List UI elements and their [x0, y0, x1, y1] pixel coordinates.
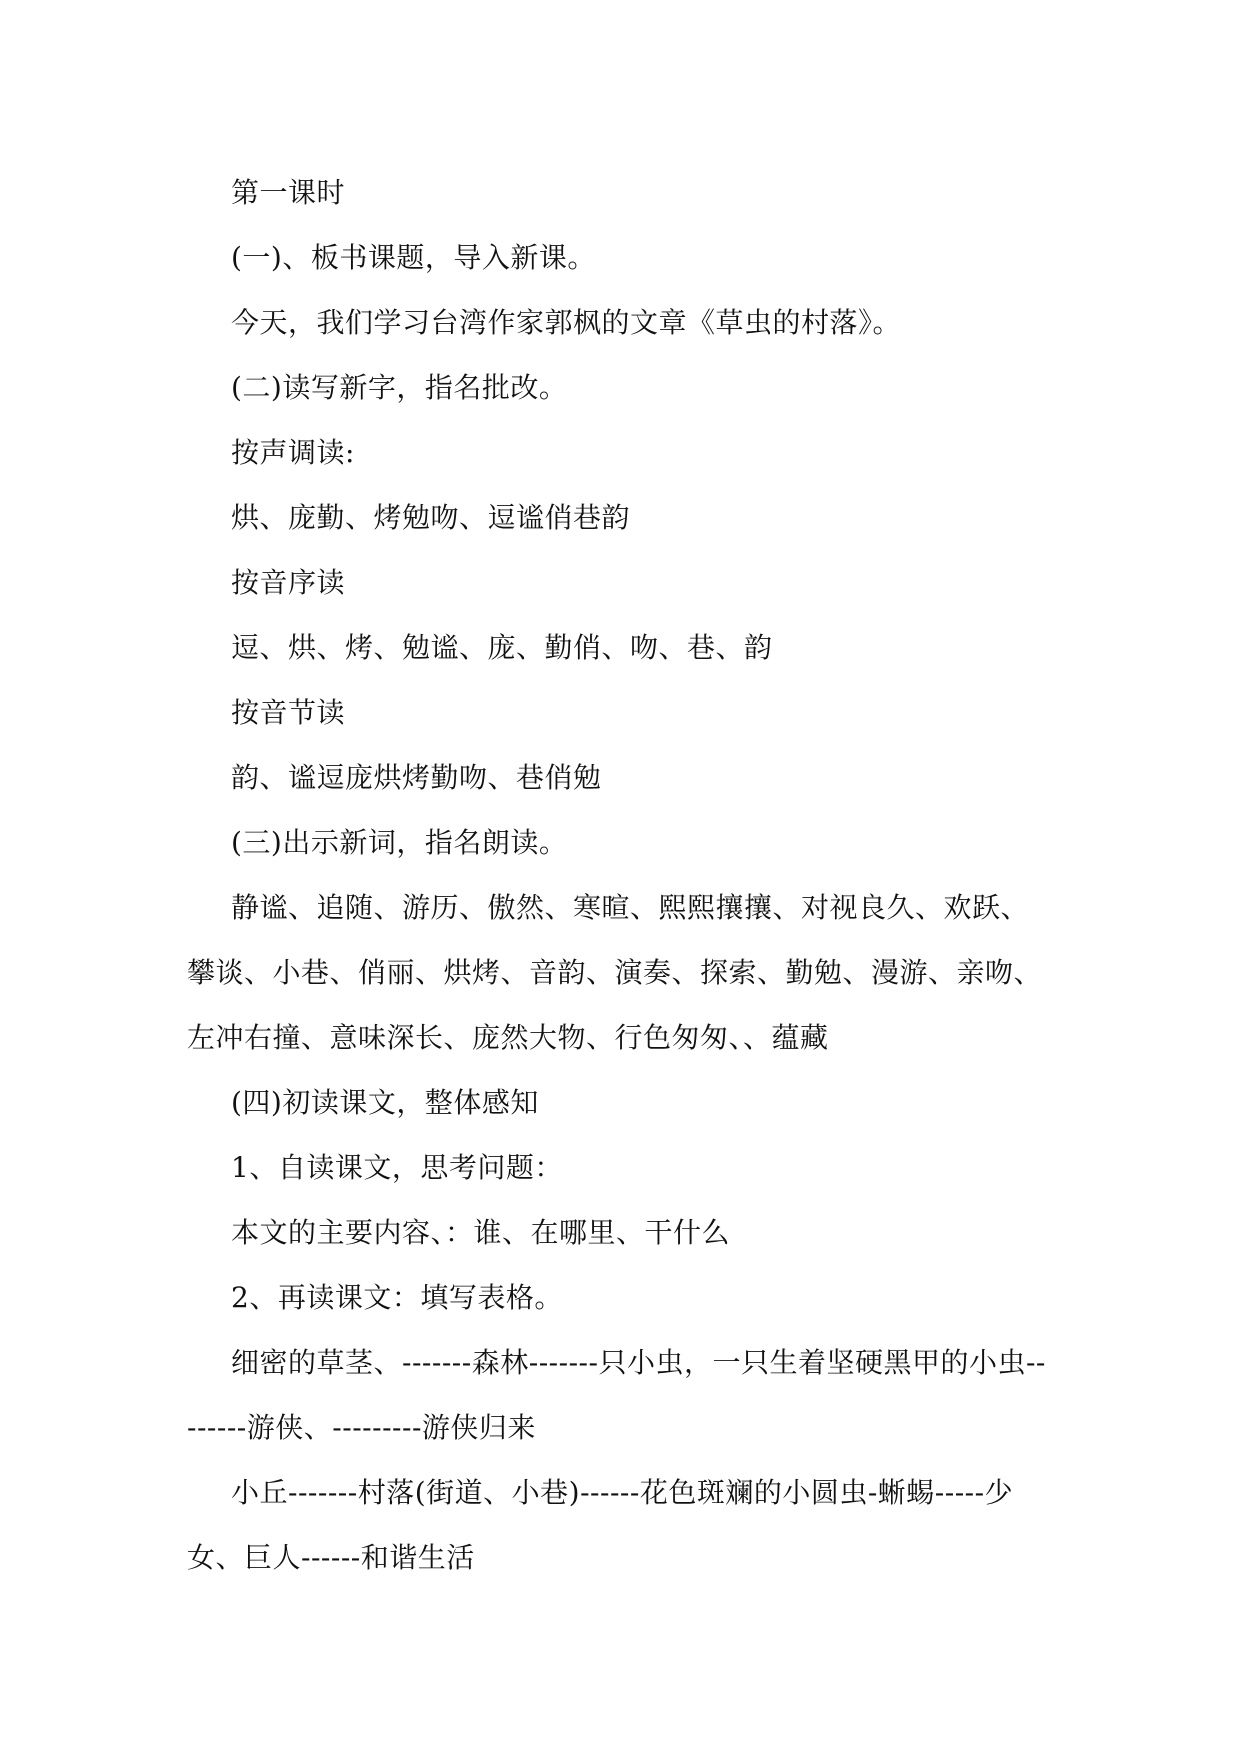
document-body	[187, 160, 1055, 1590]
lesson-heading: 第一课时	[231, 176, 346, 209]
section-heading-2: (二)读写新字，指名批改。	[231, 371, 568, 404]
paragraph-task-1-detail: 本文的主要内容、：谁、在哪里、干什么	[231, 1216, 731, 1249]
paragraph-task-2: 2、再读课文：填写表格。	[231, 1281, 563, 1314]
paragraph-vocabulary: 静谧、追随、游历、傲然、寒暄、熙熙攘攘、对视良久、欢跃、攀谈、小巷、俏丽、烘烤、音韵、演奏、探索、勤勉、漫游、亲吻、左冲右撞、意味深长、庞然大物、行色匆匆、、蕴藏	[187, 891, 1043, 1054]
paragraph-tone-chars: 烘、庞勤、烤勉吻、逗谧俏巷韵	[231, 501, 631, 534]
paragraph-table-row-1: 细密的草茎、-------森林-------只小虫，一只生着坚硬黑甲的小虫--------游侠、---------游侠归来	[187, 1346, 1046, 1444]
section-heading-1: (一)、板书课题，导入新课。	[231, 241, 596, 274]
paragraph-syllable-chars: 韵、谧逗庞烘烤勤吻、巷俏勉	[231, 761, 602, 794]
section-heading-3: (三)出示新词，指名朗读。	[231, 826, 568, 859]
paragraph-table-row-2: 小丘-------村落(街道、小巷)------花色斑斓的小圆虫-蜥蜴-----少女、巨人------和谐生活	[187, 1476, 1014, 1574]
section-heading-4: (四)初读课文，整体感知	[231, 1086, 539, 1119]
paragraph-tone-label: 按声调读:	[231, 436, 355, 469]
paragraph-task-1: 1、自读课文，思考问题：	[231, 1151, 563, 1184]
paragraph-order-chars: 逗、烘、烤、勉谧、庞、勤俏、吻、巷、韵	[231, 631, 773, 664]
paragraph-intro: 今天，我们学习台湾作家郭枫的文章《草虫的村落》。	[231, 306, 902, 339]
paragraph-order-label: 按音序读	[231, 566, 346, 599]
paragraph-syllable-label: 按音节读	[231, 696, 346, 729]
